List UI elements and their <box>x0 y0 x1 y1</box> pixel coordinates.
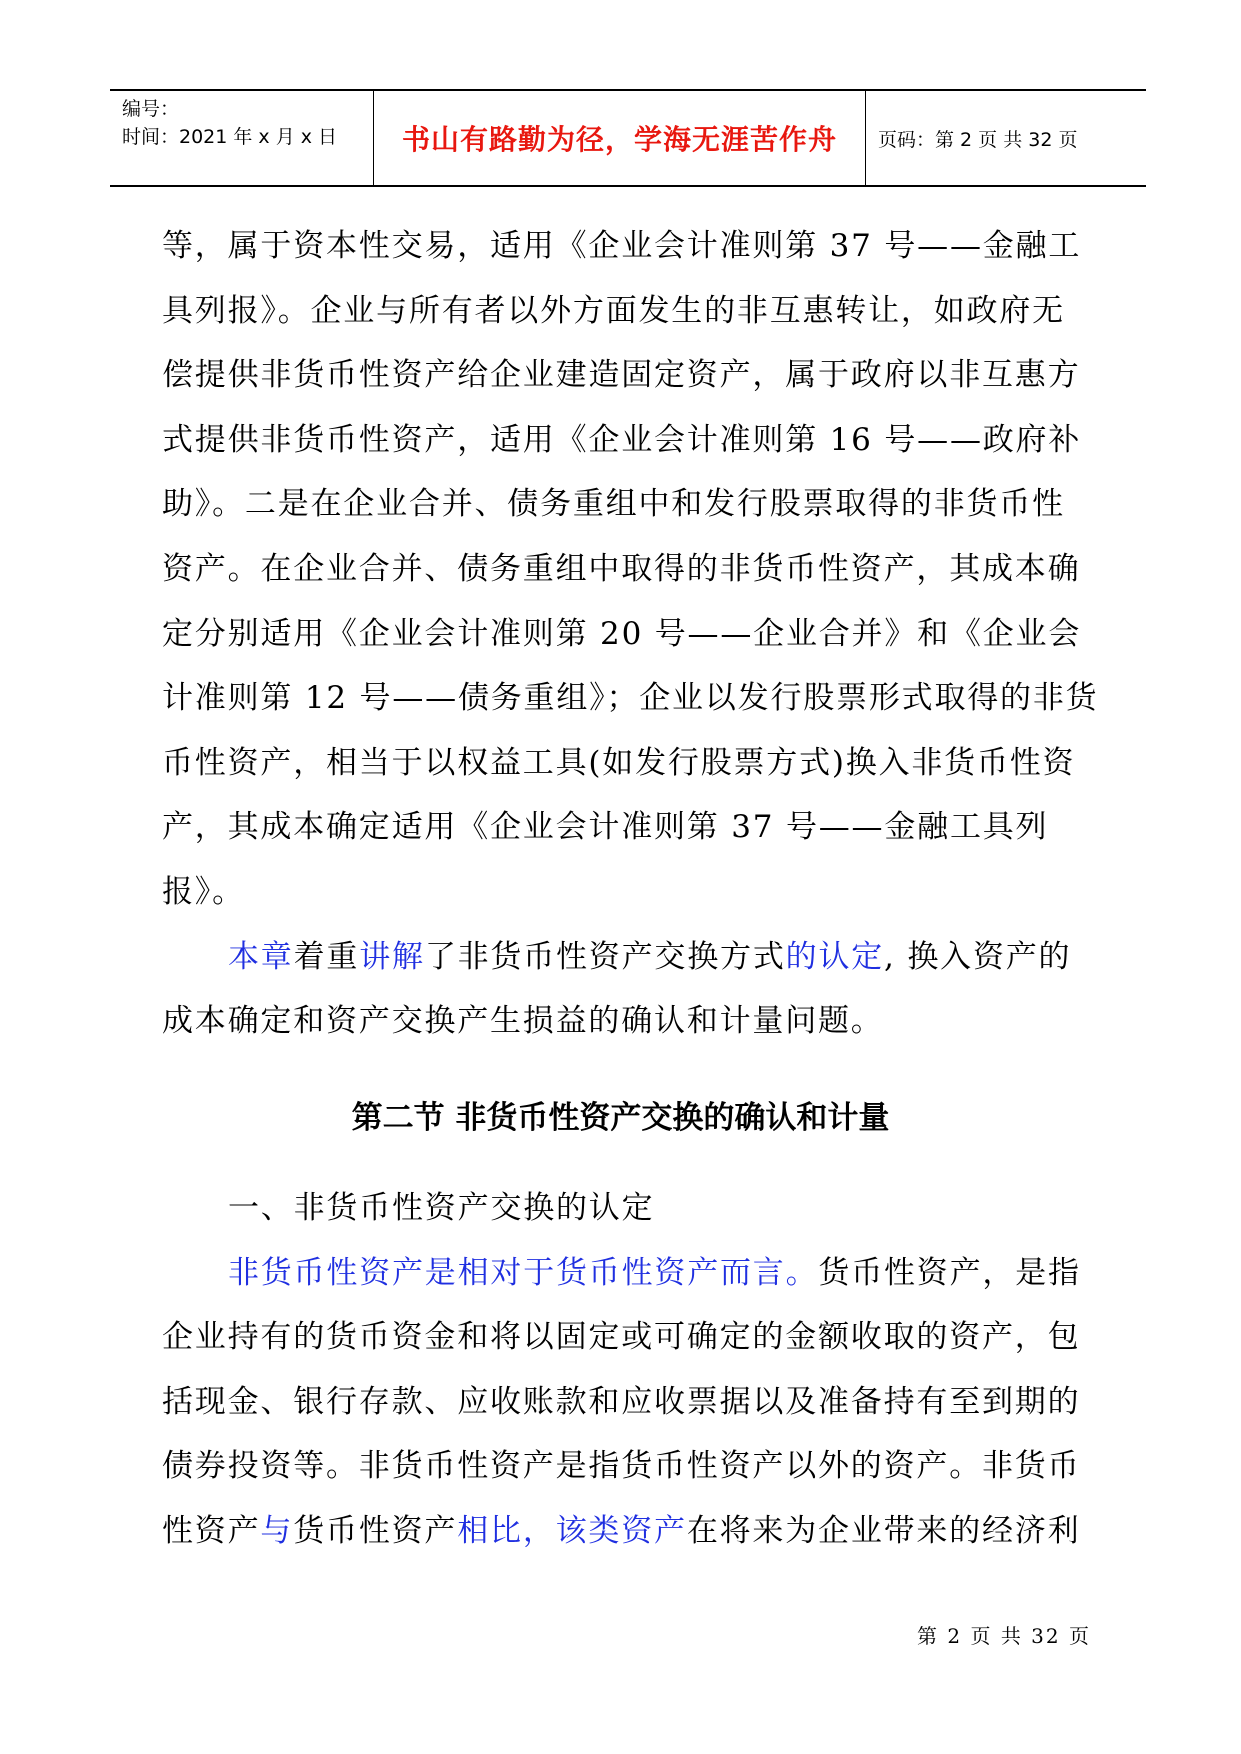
header-page-cell <box>866 91 1146 185</box>
hyperlink-text[interactable]: 讲解 <box>359 938 425 975</box>
text-line: 币性资产，相当于以权益工具(如发行股票方式)换入非货币性资 <box>162 744 1076 781</box>
document-number-label: 编号： <box>122 98 180 120</box>
page-footer: 第 2 页 共 32 页 <box>917 1624 1091 1648</box>
section-title: 第二节 非货币性资产交换的确认和计量 <box>351 1100 890 1136</box>
text-line: 等，属于资本性交易，适用《企业会计准则第 37 号——金融工 <box>162 228 1082 264</box>
text-line: 资产。在企业合并、债务重组中取得的非货币性资产，其成本确 <box>162 550 1081 587</box>
header-motto: 书山有路勤为径，学海无涯苦作舟 <box>401 123 837 156</box>
text-line: 助》。二是在企业合并、债务重组中和发行股票取得的非货币性 <box>162 486 1065 523</box>
text-line: 产，其成本确定适用《企业会计准则第 37 号——金融工具列 <box>162 809 1049 846</box>
text-line: 括现金、银行存款、应收账款和应收票据以及准备持有至到期的 <box>162 1383 1081 1420</box>
hyperlink-text[interactable]: 相比，该类资产 <box>457 1512 687 1549</box>
hyperlink-text[interactable]: 与 <box>260 1512 294 1549</box>
paragraph-2 <box>162 925 1096 1054</box>
page-header <box>110 89 1146 187</box>
text-span: 货币性资产，是指 <box>818 1254 1081 1291</box>
text-line: 报》。 <box>162 873 245 910</box>
hyperlink-text[interactable]: 的认定 <box>785 938 885 975</box>
subheading: 一、非货币性资产交换的认定 <box>228 1190 655 1226</box>
text-span: 了非货币性资产交换方式 <box>424 938 786 975</box>
body-text-lower <box>162 1176 1096 1564</box>
document-time-label: 时间：2021 年 x 月 x 日 <box>122 126 338 148</box>
text-span: , 换入资产的 <box>884 938 1072 975</box>
text-span: 货币性资产 <box>293 1512 458 1549</box>
text-line: 债券投资等。非货币性资产是指货币性资产以外的资产。非货币 <box>162 1448 1081 1485</box>
text-line: 企业持有的货币资金和将以固定或可确定的金额收取的资产，包 <box>162 1319 1081 1356</box>
hyperlink-text[interactable]: 本章 <box>228 938 294 975</box>
header-info-cell <box>110 91 374 185</box>
header-motto-cell <box>374 91 866 185</box>
text-line <box>162 1499 1096 1564</box>
body-text <box>162 214 1099 1054</box>
header-page-number: 页码：第 2 页 共 32 页 <box>878 128 1078 151</box>
text-line <box>162 925 1096 990</box>
text-span: 在将来为企业带来的经济利 <box>686 1512 1081 1549</box>
text-line: 定分别适用《企业会计准则第 20 号——企业合并》和《企业会 <box>162 615 1082 652</box>
text-span: 着重 <box>293 938 360 975</box>
text-line: 计准则第 12 号——债务重组》；企业以发行股票形式取得的非货 <box>162 680 1099 717</box>
text-line: 成本确定和资产交换产生损益的确认和计量问题。 <box>162 1003 884 1040</box>
text-line: 式提供非货币性资产，适用《企业会计准则第 16 号——政府补 <box>162 421 1082 458</box>
text-span: 性资产 <box>162 1512 261 1549</box>
text-line: 偿提供非货币性资产给企业建造固定资产，属于政府以非互惠方 <box>162 357 1081 394</box>
text-line <box>162 1241 1096 1306</box>
paragraph-1 <box>162 214 1099 925</box>
text-line: 具列报》。企业与所有者以外方面发生的非互惠转让，如政府无 <box>162 292 1065 329</box>
hyperlink-text[interactable]: 非货币性资产是相对于货币性资产而言。 <box>228 1254 819 1291</box>
